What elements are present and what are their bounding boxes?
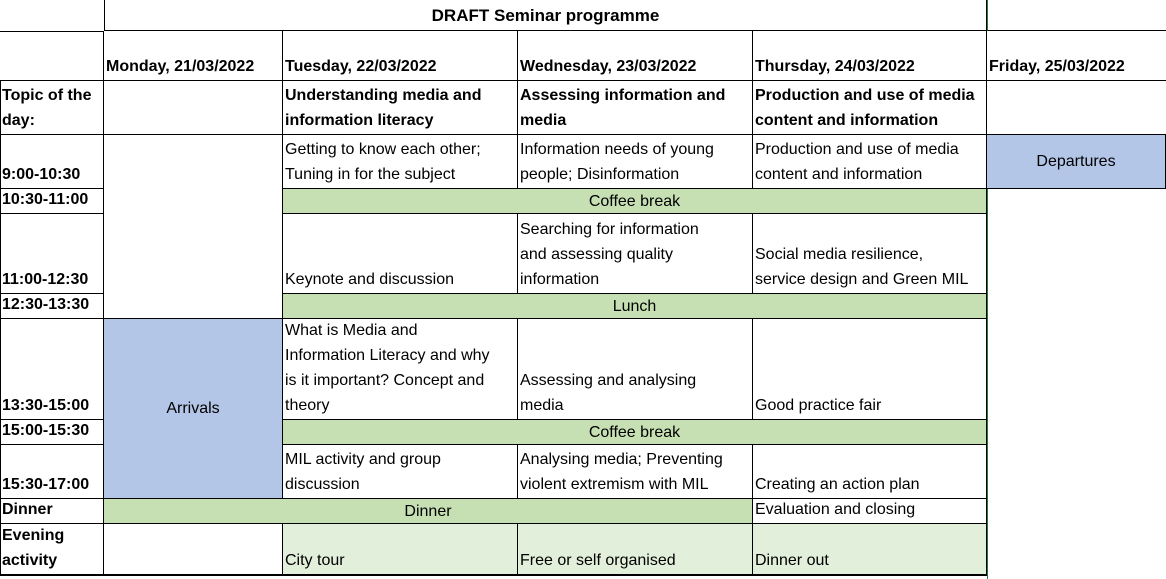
slot5-thursday: Good practice fair — [753, 319, 987, 420]
dinner-thursday: Evaluation and closing — [753, 499, 987, 524]
day-header-monday: Monday, 21/03/2022 — [104, 31, 283, 81]
time-label: 12:30-13:30 — [0, 294, 104, 319]
day-header-tuesday: Tuesday, 22/03/2022 — [283, 31, 518, 81]
slot3-tuesday: Keynote and discussion — [283, 214, 518, 294]
coffee-break-afternoon: Coffee break — [283, 420, 987, 445]
slot1-wednesday: Information needs of young people; Disinformation — [518, 135, 753, 189]
topic-label: Topic of the day: — [0, 81, 104, 135]
evening-monday-empty — [104, 524, 283, 576]
slot5-tuesday: What is Media and Information Literacy and why is it important? Concept and theory — [283, 319, 518, 420]
day-header-friday: Friday, 25/03/2022 — [987, 31, 1166, 81]
time-label: 15:00-15:30 — [0, 420, 104, 445]
slot3-wednesday: Searching for information and assessing quality information — [518, 214, 753, 294]
friday-afternoon-empty — [987, 189, 1166, 579]
slot1-thursday: Production and use of media content and information — [753, 135, 987, 189]
coffee-break-morning: Coffee break — [283, 189, 987, 214]
left-border-line — [0, 81, 1, 576]
topic-tuesday: Understanding media and information literacy — [283, 81, 518, 135]
departures-cell: Departures — [987, 135, 1166, 189]
time-label: Evening activity — [0, 524, 104, 576]
time-label: 13:30-15:00 — [0, 319, 104, 420]
topic-friday-empty — [987, 81, 1166, 135]
slot7-wednesday: Analysing media; Preventing violent extremism with MIL — [518, 445, 753, 499]
slot7-thursday: Creating an action plan — [753, 445, 987, 499]
time-label: Dinner — [0, 499, 104, 524]
time-label: 10:30-11:00 — [0, 189, 104, 214]
dinner-cell: Dinner — [104, 499, 753, 524]
lunch-row: Lunch — [283, 294, 987, 319]
topic-monday-empty — [104, 81, 283, 135]
slot3-thursday: Social media resilience, service design and Green MIL — [753, 214, 987, 294]
slot1-tuesday: Getting to know each other; Tuning in for the subject — [283, 135, 518, 189]
day-header-thursday: Thursday, 24/03/2022 — [753, 31, 987, 81]
day-header-wednesday: Wednesday, 23/03/2022 — [518, 31, 753, 81]
time-label: 9:00-10:30 — [0, 135, 104, 189]
header-empty-cell — [0, 31, 104, 81]
topic-wednesday: Assessing information and media — [518, 81, 753, 135]
time-label: 15:30-17:00 — [0, 445, 104, 499]
arrivals-cell: Arrivals — [104, 319, 283, 499]
evening-thursday: Dinner out — [753, 524, 987, 576]
corner-cell — [0, 0, 104, 31]
monday-morning-empty — [104, 135, 283, 319]
slot5-wednesday: Assessing and analysing media — [518, 319, 753, 420]
topic-thursday: Production and use of media content and information — [753, 81, 987, 135]
evening-tuesday: City tour — [283, 524, 518, 576]
evening-wednesday: Free or self organised — [518, 524, 753, 576]
programme-title: DRAFT Seminar programme — [104, 0, 987, 31]
time-label: 11:00-12:30 — [0, 214, 104, 294]
title-right-empty — [987, 0, 1166, 31]
slot7-tuesday: MIL activity and group discussion — [283, 445, 518, 499]
